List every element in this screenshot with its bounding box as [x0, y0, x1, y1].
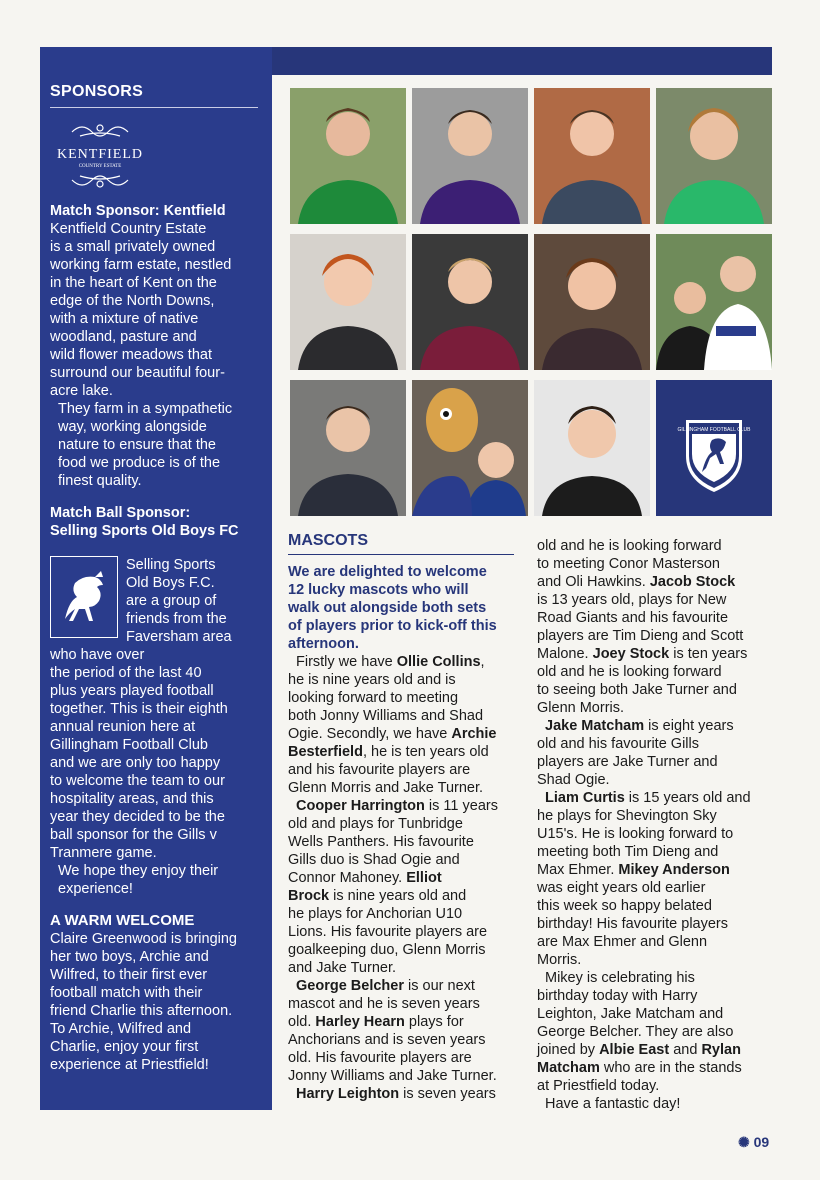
text-line: and his favourite players are — [288, 762, 471, 778]
mascot-photo-4 — [656, 88, 772, 224]
text-line: Tranmere game. — [50, 845, 157, 861]
text-line: in the heart of Kent on the — [50, 275, 217, 291]
match-sponsor-title: Match Sponsor: Kentfield — [50, 203, 226, 219]
mascot-photo-1 — [290, 88, 406, 224]
mascot-name: Mikey Anderson — [618, 862, 730, 878]
text-line: who have over — [50, 647, 145, 663]
text-line: nature to ensure that the — [58, 437, 216, 453]
text-line: Charlie, enjoy your first — [50, 1039, 199, 1055]
text-line: is 13 years old, plays for New — [537, 592, 727, 608]
text-line: Wells Panthers. His favourite — [288, 834, 474, 850]
mascot-name: Cooper Harrington — [296, 798, 425, 814]
text-line: finest quality. — [58, 473, 142, 489]
text-line: edge of the North Downs, — [50, 293, 215, 309]
match-sponsor-paragraph-2 — [50, 400, 272, 490]
text-line: are Max Ehmer and Glenn — [537, 934, 708, 950]
text-line: together. This is their eighth — [50, 701, 228, 717]
kentfield-logo — [50, 118, 150, 194]
text-line: Leighton, Jake Matcham and — [537, 1006, 724, 1022]
text-line: surround our beautiful four- — [50, 365, 225, 381]
mascot-name: Joey Stock — [592, 646, 670, 662]
mascot-photo-3 — [534, 88, 650, 224]
text-line: old and his favourite Gills — [537, 736, 699, 752]
logo-subtitle: COUNTRY ESTATE — [78, 164, 122, 169]
gills-horse-icon: ✺ — [738, 1134, 750, 1150]
text-line: Besterfield, he is ten years old — [288, 744, 489, 760]
mascot-name: Brock — [288, 888, 330, 904]
text-line: to meeting Conor Masterson — [537, 556, 720, 572]
text-line: birthday today with Harry — [537, 988, 698, 1004]
text-line: Match Ball Sponsor: — [50, 505, 191, 521]
text-line: Jake Matcham is eight years — [545, 718, 734, 734]
mascot-name: Ollie Collins — [396, 654, 481, 670]
text-line: Claire Greenwood is bringing — [50, 931, 237, 947]
text-line: Morris. — [537, 952, 582, 968]
text-line: experience! — [58, 881, 133, 897]
mascot-name: Besterfield — [288, 744, 363, 760]
welcome-paragraph — [50, 930, 272, 1074]
mascot-name: Matcham — [537, 1060, 600, 1076]
text-line: Kentfield Country Estate — [50, 221, 207, 237]
mascots-column-2 — [537, 537, 769, 1113]
mascot-photo-2 — [412, 88, 528, 224]
text-line: goalkeeping duo, Glenn Morris — [288, 942, 486, 958]
mascot-photo-10 — [412, 380, 528, 516]
text-line: year they decided to be the — [50, 809, 225, 825]
text-line: looking forward to meeting — [288, 690, 459, 706]
text-line: Gillingham Football Club — [50, 737, 208, 753]
gillingham-crest-tile — [656, 380, 772, 516]
text-line: both Jonny Williams and Shad — [288, 708, 484, 724]
mascot-photo-9 — [290, 380, 406, 516]
text-line: George Belcher is our next — [296, 978, 475, 994]
text-line: Brock is nine years old and — [288, 888, 467, 904]
mascot-name: Elliot — [406, 870, 442, 886]
text-line: wild flower meadows that — [50, 347, 212, 363]
text-line: Glenn Morris. — [537, 700, 625, 716]
logo-wordmark: KENTFIELD — [57, 147, 143, 162]
page-number — [738, 1134, 769, 1151]
gillingham-crest-icon — [656, 380, 772, 516]
mascots-body-1 — [288, 653, 516, 1103]
text-line: Wilfred, to their first ever — [50, 967, 208, 983]
text-line: football match with their — [50, 985, 203, 1001]
kent-horse-emblem — [50, 556, 118, 638]
sponsors-sidebar — [40, 47, 272, 1110]
mascot-name: Albie East — [599, 1042, 670, 1058]
text-line: meeting both Tim Dieng and — [537, 844, 719, 860]
ball-sponsor-title — [50, 504, 272, 540]
mascot-name: George Belcher — [296, 978, 404, 994]
match-sponsor-paragraph — [50, 220, 272, 400]
text-line: They farm in a sympathetic — [58, 401, 233, 417]
ball-sponsor-paragraph-2 — [50, 862, 272, 898]
mascots-rule — [288, 554, 514, 555]
mascot-name: Jacob Stock — [649, 574, 736, 590]
text-line: Shad Ogie. — [537, 772, 610, 788]
text-line: he plays for Shevington Sky — [537, 808, 717, 824]
text-line: We are delighted to welcome — [288, 564, 487, 580]
text-line: old. His favourite players are — [288, 1050, 472, 1066]
text-line: Lions. His favourite players are — [288, 924, 488, 940]
text-line: players are Jake Turner and — [537, 754, 718, 770]
text-line: Firstly we have Ollie Collins, — [296, 654, 485, 670]
text-line: way, working alongside — [58, 419, 207, 435]
text-line: experience at Priestfield! — [50, 1057, 209, 1073]
text-line: at Priestfield today. — [537, 1078, 660, 1094]
text-line: her two boys, Archie and — [50, 949, 209, 965]
text-line: acre lake. — [50, 383, 113, 399]
text-line: George Belcher. They are also — [537, 1024, 734, 1040]
text-line: players are Tim Dieng and Scott — [537, 628, 744, 644]
sponsors-heading: SPONSORS — [50, 83, 144, 100]
text-line: Glenn Morris and Jake Turner. — [288, 780, 484, 796]
mascots-heading: MASCOTS — [288, 532, 368, 549]
sponsors-rule — [50, 107, 258, 108]
text-line: Ogie. Secondly, we have Archie — [288, 726, 497, 742]
text-line: to welcome the team to our — [50, 773, 225, 789]
page-number-text: 09 — [753, 1134, 770, 1150]
text-line: hospitality areas, and this — [50, 791, 214, 807]
text-line: afternoon. — [288, 636, 359, 652]
text-line: Matcham who are in the stands — [537, 1060, 742, 1076]
text-line: old and he is looking forward — [537, 538, 722, 554]
text-line: plus years played football — [50, 683, 214, 699]
text-line: 12 lucky mascots who will — [288, 582, 469, 598]
text-line: and we are only too happy — [50, 755, 221, 771]
text-line: joined by Albie East and Rylan — [537, 1042, 741, 1058]
text-line: birthday! His favourite players — [537, 916, 728, 932]
text-line: Selling Sports — [126, 557, 216, 573]
text-line: Have a fantastic day! — [545, 1096, 681, 1112]
crest-text: GILLINGHAM FOOTBALL CLUB — [677, 427, 751, 433]
mascots-column-1 — [288, 532, 516, 1103]
text-line: mascot and he is seven years — [288, 996, 480, 1012]
text-line: and Oli Hawkins. Jacob Stock — [537, 574, 736, 590]
welcome-title: A WARM WELCOME — [50, 912, 195, 929]
text-line: Cooper Harrington is 11 years — [296, 798, 498, 814]
mascot-name: Harry Leighton — [296, 1086, 400, 1102]
text-line: Selling Sports Old Boys FC — [50, 523, 239, 539]
text-line: he plays for Anchorian U10 — [288, 906, 463, 922]
text-line: U15's. He is looking forward to — [537, 826, 734, 842]
text-line: with a mixture of native — [50, 311, 199, 327]
text-line: Max Ehmer. Mikey Anderson — [537, 862, 730, 878]
mascot-name: Liam Curtis — [545, 790, 625, 806]
text-line: Liam Curtis is 15 years old and — [545, 790, 751, 806]
text-line: was eight years old earlier — [537, 880, 706, 896]
text-line: woodland, pasture and — [50, 329, 197, 345]
text-line: food we produce is of the — [58, 455, 221, 471]
text-line: old and plays for Tunbridge — [288, 816, 463, 832]
text-line: to seeing both Jake Turner and — [537, 682, 737, 698]
text-line: is a small privately owned — [50, 239, 216, 255]
ball-sponsor-paragraph — [50, 664, 272, 862]
text-line: Connor Mahoney. Elliot — [288, 870, 442, 886]
mascot-photo-8 — [656, 234, 772, 370]
text-line: ball sponsor for the Gills v — [50, 827, 217, 843]
text-line: Jonny Williams and Jake Turner. — [288, 1068, 497, 1084]
mascot-photo-6 — [412, 234, 528, 370]
text-line: We hope they enjoy their — [58, 863, 219, 879]
text-line: Gills duo is Shad Ogie and — [288, 852, 460, 868]
text-line: working farm estate, nestled — [50, 257, 232, 273]
text-line: old. Harley Hearn plays for — [288, 1014, 464, 1030]
text-line: he is nine years old and is — [288, 672, 456, 688]
text-line: Anchorians and is seven years — [288, 1032, 486, 1048]
text-line: this week so happy belated — [537, 898, 712, 914]
text-line: the period of the last 40 — [50, 665, 202, 681]
text-line: friends from the — [126, 611, 227, 627]
text-line: friend Charlie this afternoon. — [50, 1003, 233, 1019]
text-line: Malone. Joey Stock is ten years — [537, 646, 748, 662]
text-line: old and he is looking forward — [537, 664, 722, 680]
mascot-name: Jake Matcham — [545, 718, 645, 734]
mascot-photo-11 — [534, 380, 650, 516]
mascots-body-2 — [537, 537, 769, 1113]
text-line: walk out alongside both sets — [288, 600, 487, 616]
mascot-photo-5 — [290, 234, 406, 370]
text-line: are a group of — [126, 593, 217, 609]
mascot-name: Archie — [451, 726, 497, 742]
text-line: and Jake Turner. — [288, 960, 397, 976]
mascot-photo-7 — [534, 234, 650, 370]
text-line: Harry Leighton is seven years — [296, 1086, 496, 1102]
mascots-lead — [288, 563, 516, 653]
text-line: Old Boys F.C. — [126, 575, 215, 591]
mascot-name: Rylan — [701, 1042, 741, 1058]
mascot-photo-grid — [288, 88, 772, 520]
text-line: Road Giants and his favourite — [537, 610, 729, 626]
text-line: Faversham area — [126, 629, 232, 645]
mascot-name: Harley Hearn — [315, 1014, 405, 1030]
text-line: Mikey is celebrating his — [545, 970, 695, 986]
text-line: of players prior to kick-off this — [288, 618, 497, 634]
text-line: To Archie, Wilfred and — [50, 1021, 192, 1037]
horse-icon — [51, 557, 117, 637]
text-line: annual reunion here at — [50, 719, 196, 735]
